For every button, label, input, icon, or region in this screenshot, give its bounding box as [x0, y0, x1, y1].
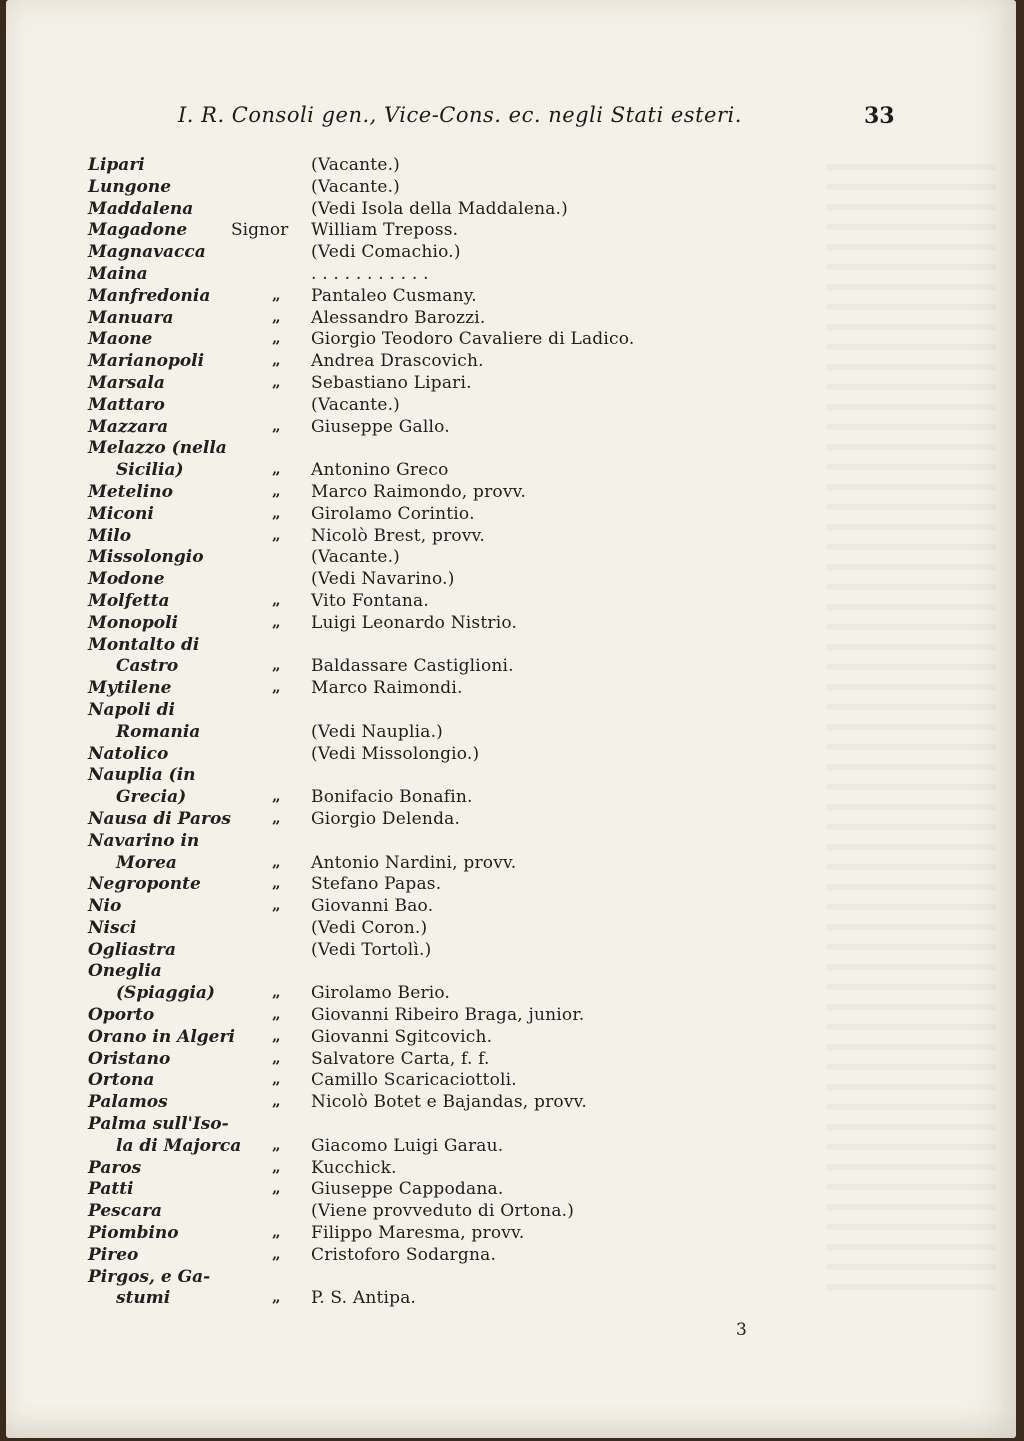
list-item	[6, 308, 1016, 330]
consul-name: (Vacante.)	[311, 155, 401, 175]
place-name: Nisci	[88, 917, 137, 938]
consul-name: . . . . . . . . . . .	[311, 263, 429, 284]
place-name: Miconi	[88, 503, 154, 524]
ditto-mark: „	[272, 372, 281, 391]
place-name: la di Majorca	[116, 1135, 242, 1156]
consul-name: Andrea Drascovich.	[311, 351, 484, 372]
list-item	[6, 983, 1016, 1005]
consul-name: Girolamo Berio.	[311, 983, 451, 1004]
consul-name: Antonio Nardini, provv.	[311, 852, 517, 873]
place-name: Pescara	[88, 1201, 163, 1222]
ditto-mark: „	[272, 351, 281, 370]
place-name: Oporto	[88, 1005, 155, 1026]
consul-name: (Vacante.)	[311, 394, 401, 415]
place-name: Morea	[116, 852, 177, 873]
running-title: I. R. Consoli gen., Vice-Cons. ec. negli Stati esteri.	[178, 103, 742, 127]
place-name: Mattaro	[88, 394, 165, 415]
place-name: Melazzo (nella	[88, 438, 227, 459]
consul-name: Antonino Greco	[311, 460, 449, 481]
list-item	[6, 635, 1016, 657]
ditto-mark: „	[272, 1135, 281, 1154]
consul-name: (Vedi Tortolì.)	[311, 939, 432, 960]
title-signor: Signor	[231, 220, 289, 241]
ditto-mark: „	[272, 852, 281, 871]
list-item	[6, 744, 1016, 766]
place-name: Nauplia (in	[88, 765, 196, 786]
list-item	[6, 220, 1016, 242]
ditto-mark: „	[272, 329, 281, 348]
consul-name: Marco Raimondi.	[311, 678, 463, 699]
consul-name: Giovanni Sgitcovich.	[311, 1026, 493, 1047]
place-name: Oristano	[88, 1048, 171, 1069]
list-item	[6, 831, 1016, 853]
place-name: Pireo	[88, 1244, 139, 1265]
place-name: Maone	[88, 329, 153, 350]
ditto-mark: „	[272, 416, 281, 435]
place-name: Lipari	[88, 155, 145, 175]
list-item	[6, 787, 1016, 809]
place-name: Manfredonia	[88, 285, 211, 306]
consul-name: (Vedi Isola della Maddalena.)	[311, 198, 568, 219]
ditto-mark: „	[272, 1223, 281, 1242]
place-name: Patti	[88, 1179, 134, 1200]
list-item	[6, 678, 1016, 700]
place-name: Sicilia)	[116, 460, 184, 481]
ditto-mark: „	[272, 808, 281, 827]
list-item	[6, 940, 1016, 962]
place-name: Marsala	[88, 372, 165, 393]
consul-name: Sebastiano Lipari.	[311, 372, 472, 393]
consul-name: Giuseppe Cappodana.	[311, 1179, 504, 1200]
consul-name: Vito Fontana.	[311, 590, 429, 611]
list-item	[6, 395, 1016, 417]
place-name: Montalto di	[88, 634, 200, 655]
consul-name: (Vedi Missolongio.)	[311, 743, 480, 764]
consul-name: Baldassare Castiglioni.	[311, 656, 514, 677]
consul-name: (Vedi Nauplia.)	[311, 721, 444, 742]
list-item	[6, 264, 1016, 286]
place-name: Magnavacca	[88, 242, 206, 263]
list-item	[6, 1267, 1016, 1289]
list-item	[6, 1049, 1016, 1071]
ditto-mark: „	[272, 1179, 281, 1198]
place-name: Magadone	[88, 220, 188, 241]
place-name: Romania	[116, 721, 201, 742]
consul-name: (Vacante.)	[311, 547, 401, 568]
place-name: stumi	[116, 1288, 171, 1309]
consul-name: Giorgio Delenda.	[311, 808, 461, 829]
list-item	[6, 1070, 1016, 1092]
ditto-mark: „	[272, 590, 281, 609]
place-name: Piombino	[88, 1223, 179, 1244]
list-item	[6, 1223, 1016, 1245]
consul-name: Camillo Scaricaciottoli.	[311, 1070, 517, 1091]
list-item	[6, 504, 1016, 526]
consul-name: Nicolò Brest, provv.	[311, 525, 486, 546]
ditto-mark: „	[272, 678, 281, 697]
place-name: Castro	[116, 656, 179, 677]
ditto-mark: „	[272, 983, 281, 1002]
consul-list	[6, 155, 1016, 1310]
list-item	[6, 1005, 1016, 1027]
place-name: Monopoli	[88, 612, 178, 633]
ditto-mark: „	[272, 481, 281, 500]
place-name: Ogliastra	[88, 939, 177, 960]
consul-name: (Vedi Navarino.)	[311, 569, 455, 590]
list-item	[6, 656, 1016, 678]
ditto-mark: „	[272, 285, 281, 304]
list-item	[6, 438, 1016, 460]
place-name: Maddalena	[88, 198, 194, 219]
consul-name: Giacomo Luigi Garau.	[311, 1135, 504, 1156]
list-item	[6, 177, 1016, 199]
place-name: Lungone	[88, 176, 172, 197]
list-item	[6, 809, 1016, 831]
ditto-mark: „	[272, 1070, 281, 1089]
place-name: Mytilene	[88, 678, 172, 699]
list-item	[6, 482, 1016, 504]
ditto-mark: „	[272, 1005, 281, 1024]
place-name: Metelino	[88, 481, 173, 502]
place-name: Milo	[88, 525, 132, 546]
consul-name: Girolamo Corintio.	[311, 503, 475, 524]
place-name: (Spiaggia)	[116, 983, 215, 1004]
list-item	[6, 722, 1016, 744]
list-item	[6, 1245, 1016, 1267]
list-item	[6, 526, 1016, 548]
book-page	[6, 0, 1016, 1438]
consul-name: Giuseppe Gallo.	[311, 416, 450, 437]
list-item	[6, 199, 1016, 221]
list-item	[6, 961, 1016, 983]
list-item	[6, 547, 1016, 569]
place-name: Oneglia	[88, 961, 162, 982]
consul-name: Alessandro Barozzi.	[311, 307, 486, 328]
consul-name: (Vedi Comachio.)	[311, 242, 461, 263]
ditto-mark: „	[272, 1026, 281, 1045]
place-name: Napoli di	[88, 699, 175, 720]
signature-mark: 3	[736, 1320, 747, 1340]
list-item	[6, 417, 1016, 439]
ditto-mark: „	[272, 787, 281, 806]
list-item	[6, 1179, 1016, 1201]
list-item	[6, 874, 1016, 896]
consul-name: P. S. Antipa.	[311, 1288, 417, 1309]
ditto-mark: „	[272, 1092, 281, 1111]
place-name: Nausa di Paros	[88, 808, 231, 829]
consul-name: Luigi Leonardo Nistrio.	[311, 612, 518, 633]
page-number: 33	[864, 103, 895, 129]
consul-name: (Vedi Coron.)	[311, 917, 428, 938]
consul-name: Filippo Maresma, provv.	[311, 1223, 525, 1244]
ditto-mark: „	[272, 503, 281, 522]
place-name: Marianopoli	[88, 351, 205, 372]
list-item	[6, 1027, 1016, 1049]
consul-name: Giorgio Teodoro Cavaliere di Ladico.	[311, 329, 635, 350]
list-item	[6, 853, 1016, 875]
list-item	[6, 918, 1016, 940]
ditto-mark: „	[272, 1048, 281, 1067]
ditto-mark: „	[272, 656, 281, 675]
ditto-mark: „	[272, 525, 281, 544]
list-item	[6, 242, 1016, 264]
place-name: Ortona	[88, 1070, 155, 1091]
list-item	[6, 700, 1016, 722]
place-name: Manuara	[88, 307, 174, 328]
consul-name: Giovanni Bao.	[311, 896, 434, 917]
ditto-mark: „	[272, 460, 281, 479]
place-name: Molfetta	[88, 590, 170, 611]
ditto-mark: „	[272, 1288, 281, 1307]
ditto-mark: „	[272, 896, 281, 915]
consul-name: (Viene provveduto di Ortona.)	[311, 1201, 575, 1222]
list-item	[6, 1288, 1016, 1310]
consul-name: Stefano Papas.	[311, 874, 442, 895]
list-item	[6, 329, 1016, 351]
place-name: Navarino in	[88, 830, 200, 851]
list-item	[6, 569, 1016, 591]
list-item	[6, 1092, 1016, 1114]
ditto-mark: „	[272, 612, 281, 631]
list-item	[6, 286, 1016, 308]
place-name: Palamos	[88, 1092, 168, 1113]
place-name: Maina	[88, 263, 148, 284]
place-name: Paros	[88, 1157, 142, 1178]
list-item	[6, 373, 1016, 395]
place-name: Modone	[88, 569, 165, 590]
list-item	[6, 155, 1016, 177]
ditto-mark: „	[272, 1157, 281, 1176]
list-item	[6, 1158, 1016, 1180]
list-item	[6, 460, 1016, 482]
consul-name: Marco Raimondo, provv.	[311, 481, 527, 502]
list-item	[6, 765, 1016, 787]
consul-name: Cristoforo Sodargna.	[311, 1244, 497, 1265]
place-name: Pirgos, e Ga-	[88, 1266, 211, 1287]
consul-name: Kucchick.	[311, 1157, 397, 1178]
list-item	[6, 351, 1016, 373]
place-name: Mazzara	[88, 416, 169, 437]
consul-name: Pantaleo Cusmany.	[311, 285, 477, 306]
place-name: Natolico	[88, 743, 169, 764]
place-name: Missolongio	[88, 547, 204, 568]
list-item	[6, 1136, 1016, 1158]
place-name: Orano in Algeri	[88, 1026, 235, 1047]
list-item	[6, 896, 1016, 918]
place-name: Nio	[88, 896, 122, 917]
list-item	[6, 591, 1016, 613]
list-item	[6, 1201, 1016, 1223]
consul-name: Nicolò Botet e Bajandas, provv.	[311, 1092, 588, 1113]
list-item	[6, 1114, 1016, 1136]
ditto-mark: „	[272, 1244, 281, 1263]
place-name: Grecia)	[116, 787, 187, 808]
consul-name: William Treposs.	[311, 220, 459, 241]
ditto-mark: „	[272, 874, 281, 893]
consul-name: Salvatore Carta, f. f.	[311, 1048, 490, 1069]
consul-name: (Vacante.)	[311, 176, 401, 197]
ditto-mark: „	[272, 307, 281, 326]
consul-name: Bonifacio Bonafin.	[311, 787, 473, 808]
place-name: Negroponte	[88, 874, 201, 895]
place-name: Palma sull'Iso-	[88, 1114, 229, 1135]
list-item	[6, 613, 1016, 635]
consul-name: Giovanni Ribeiro Braga, junior.	[311, 1005, 585, 1026]
